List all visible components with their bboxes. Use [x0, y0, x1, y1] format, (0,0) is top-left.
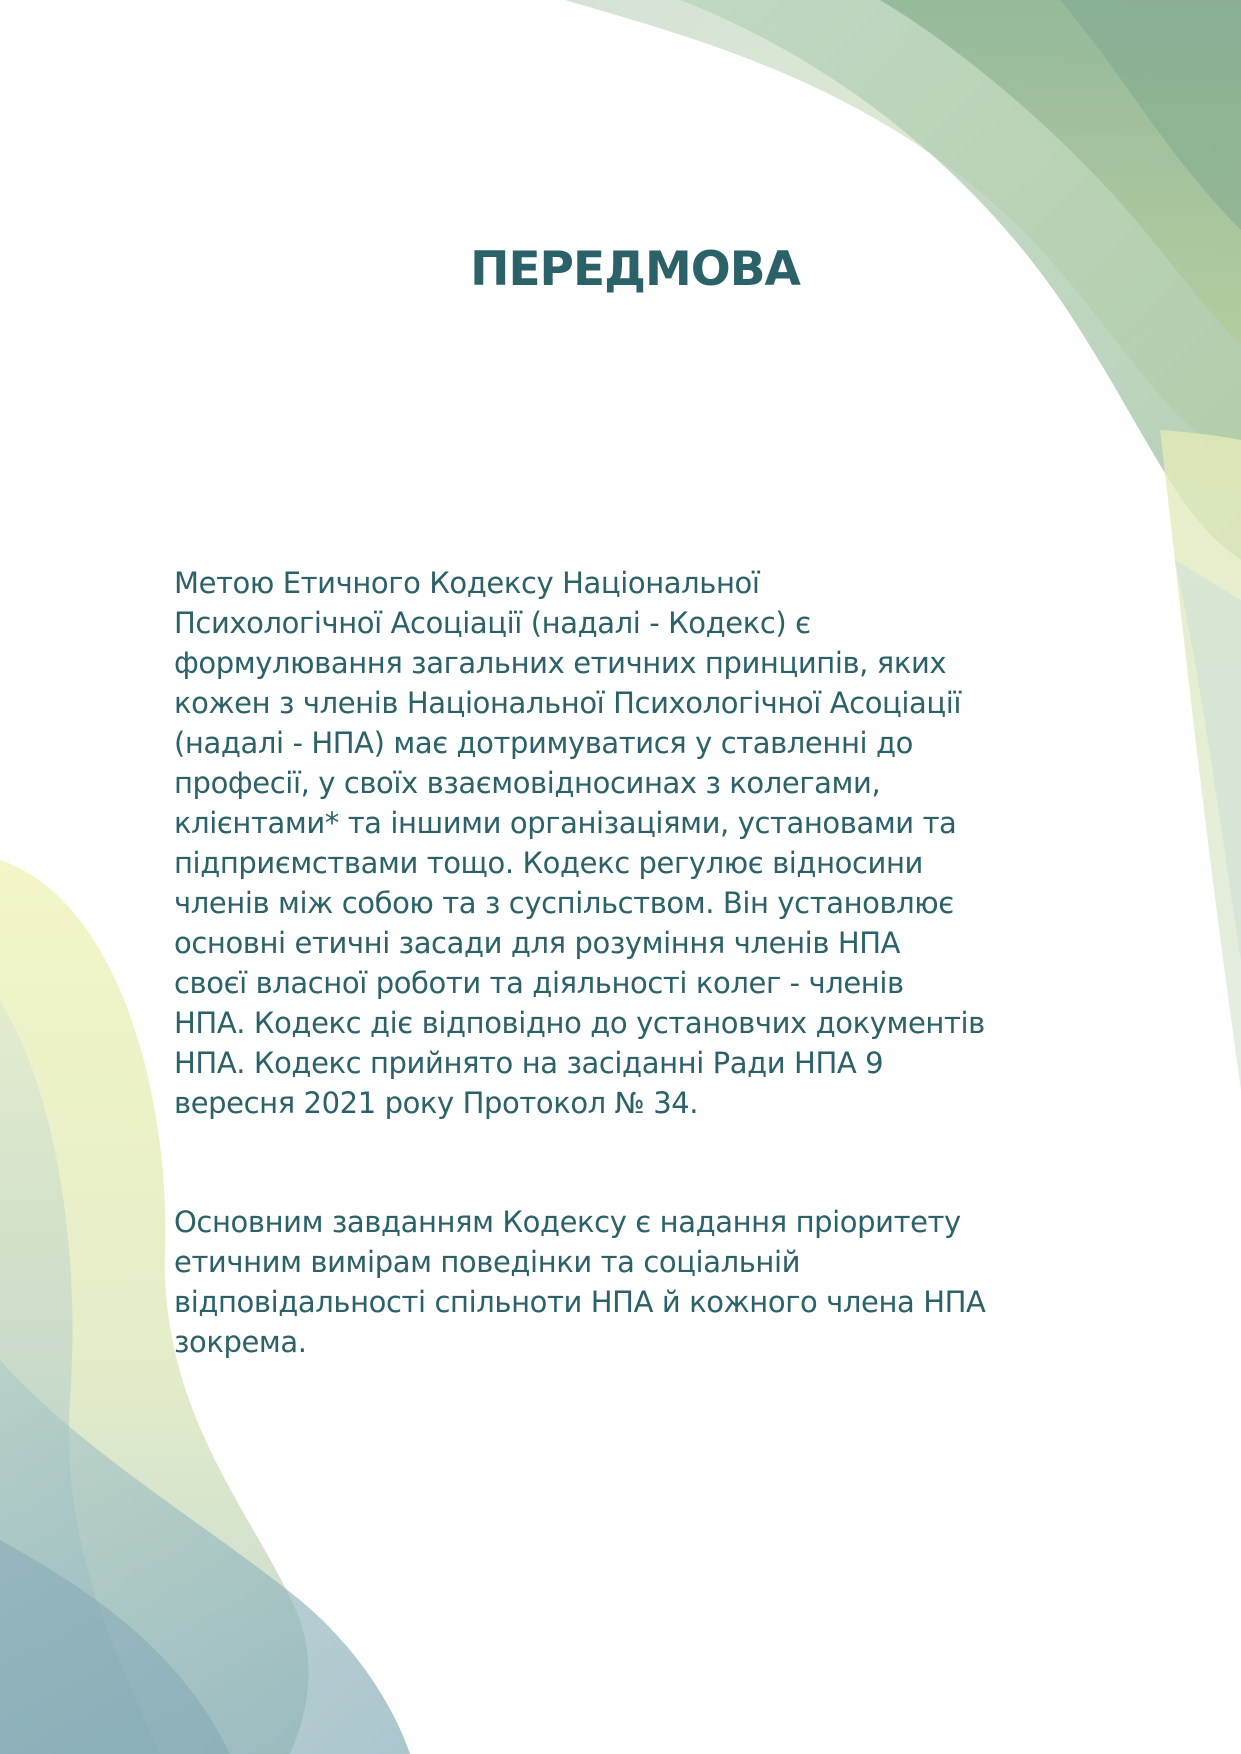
- paragraph-line: зокрема.: [174, 1325, 307, 1359]
- paragraph-line: НПА. Кодекс прийнято на засіданні Ради НПА 9: [174, 1046, 884, 1080]
- paragraph-line: (надалі - НПА) має дотримуватися у ставленні до: [174, 726, 913, 760]
- paragraph-line: кожен з членів Національної Психологічної Асоціації: [174, 686, 962, 720]
- paragraph-line: основні етичні засади для розуміння членів НПА: [174, 926, 901, 960]
- paragraph-line: членів між собою та з суспільством. Він установлює: [174, 886, 954, 920]
- intro-paragraph: [174, 563, 1074, 1123]
- paragraph-line: етичним вимірам поведінки та соціальній: [174, 1245, 801, 1279]
- paragraph-line: Метою Етичного Кодексу Національної: [174, 566, 760, 600]
- paragraph-line: підприємствами тощо. Кодекс регулює відносини: [174, 846, 923, 880]
- objective-paragraph: [174, 1202, 1074, 1362]
- paragraph-line: Основним завданням Кодексу є надання пріоритету: [174, 1205, 961, 1239]
- paragraph-line: своєї власної роботи та діяльності колег - членів: [174, 966, 904, 1000]
- paragraph-line: НПА. Кодекс діє відповідно до установчих документів: [174, 1006, 985, 1040]
- paragraph-line: професії, у своїх взаємовідносинах з колегами,: [174, 766, 881, 800]
- paragraph-line: формулювання загальних етичних принципів, яких: [174, 646, 947, 680]
- paragraph-line: відповідальності спільноти НПА й кожного члена НПА: [174, 1285, 986, 1319]
- page-title: ПЕРЕДМОВА: [470, 242, 800, 297]
- paragraph-line: вересня 2021 року Протокол № 34.: [174, 1086, 699, 1120]
- paragraph-line: клієнтами* та іншими організаціями, установами та: [174, 806, 957, 840]
- paragraph-line: Психологічної Асоціації (надалі - Кодекс) є: [174, 606, 811, 640]
